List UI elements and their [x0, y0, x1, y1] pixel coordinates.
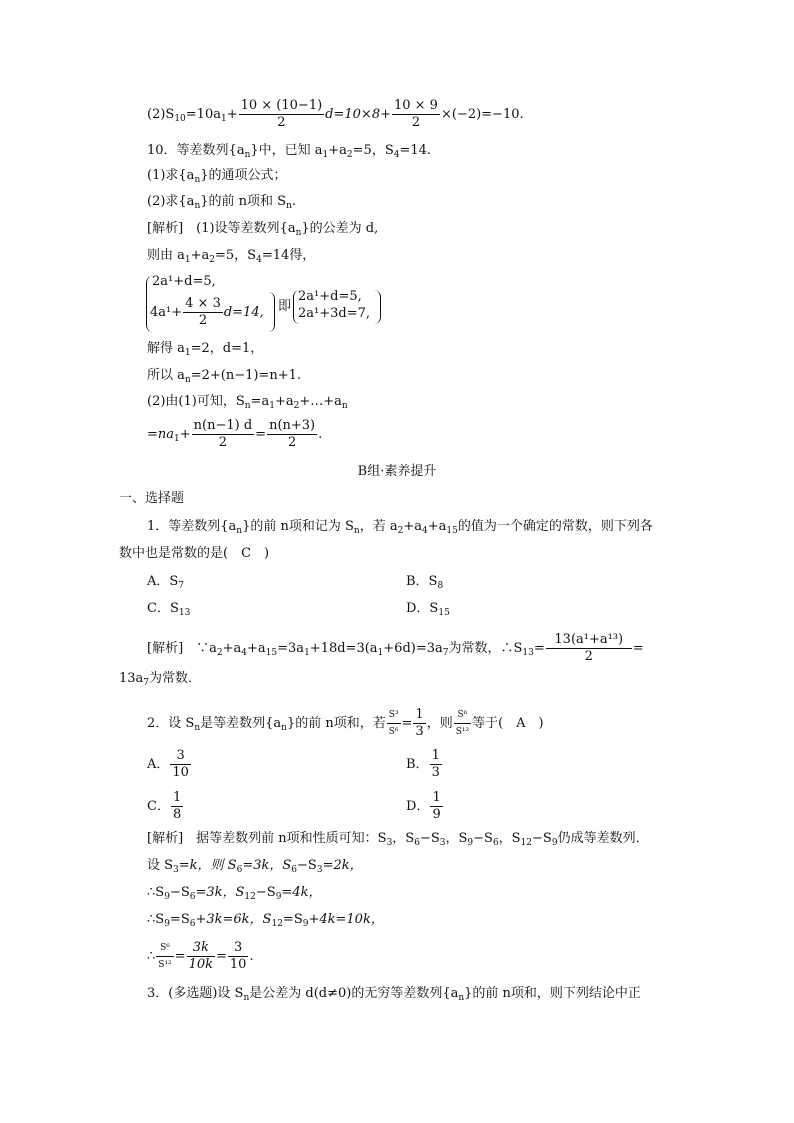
- option-d: D．$S_{15}$: [406, 601, 450, 618]
- system-eq-4: 2a¹+3d=7,: [298, 306, 371, 321]
- question-10-part-2: (2)求$\{a_n\}$的前 n项和 $S_n$.: [147, 194, 296, 211]
- question-1: 1．等差数列$\{a_n\}$的前 n项和记为 $S_n$，若 $a_2+a_4+a_{15}$的值为一个确定的常数，则下列各: [147, 519, 653, 536]
- fraction: $\frac{\text{S⁶}}{\text{S¹²}}$: [156, 940, 173, 973]
- solution-2-line-1: [解析] 据等差数列前 n项和性质可知：$S_3$，$S_6-S_3$，$S_9-S_6$，$S_{12}-S_9$仍成等差数列．: [147, 831, 649, 848]
- fraction: $\frac{1}{3}$: [431, 748, 440, 780]
- option-a-2: A． $\frac{3}{10}$: [147, 748, 189, 780]
- fraction: $\frac{3}{10}$: [172, 748, 189, 780]
- solution-2-line-5: ∴ $\frac{\text{S⁶}}{\text{S¹²}}$ = $\frac{3k}{10k}$ = $\frac{3}{10}$ .: [147, 940, 254, 972]
- fraction: $\frac{n(n+3)}{2}$: [269, 418, 316, 450]
- fraction: $\frac{4 \times 3}{2}$: [185, 296, 221, 328]
- fraction: $\frac{\text{S³}}{\text{S⁶}}$: [387, 707, 401, 740]
- question-10-part-1: (1)求$\{a_n\}$的通项公式；: [147, 168, 287, 185]
- system-ji: 即: [278, 299, 292, 314]
- fraction: $\frac{3}{10}$: [229, 940, 247, 972]
- part2-result: $=na_1+$ $\frac{n(n-1) d}{2}$ = $\frac{n(n+3)}{2}$ .: [147, 418, 323, 450]
- solution-1: [解析] $\because a_2+a_4+a_{15}=3a_1+18d=3(a_1+6d)=3a_7$为常数，$\therefore S_{13}=$ $\frac{\text{13(a¹+a¹³)}}{2}$ =: [147, 632, 644, 664]
- solution-1-cont: $13a_7$为常数．: [119, 671, 202, 688]
- option-b-2: B． $\frac{1}{3}$: [406, 748, 440, 780]
- fraction: $\frac{\text{S⁶}}{\text{S¹²}}$: [454, 707, 471, 740]
- question-1-cont: 数中也是常数的是( C ): [119, 546, 270, 561]
- solution-2-line-4: $\therefore S_9=S_6+3k=6k$，$S_{12}=S_9+4k=10k$，: [147, 912, 384, 929]
- solution-2-line-2: 设 $S_3=k$，则 $S_6=3k$，$S_6-S_3=2k$，: [147, 858, 363, 875]
- system-eq-1: 2a¹+d=5,: [152, 274, 216, 289]
- system-eq-3: 2a¹+d=5,: [298, 289, 362, 304]
- option-b: B．$S_8$: [406, 574, 444, 591]
- fraction: $\frac{10 \times 9}{2}$: [393, 98, 438, 130]
- option-a: A．$S_7$: [147, 574, 185, 591]
- fraction: $\frac{1}{8}$: [172, 790, 182, 822]
- question-2: 2．设 $S_n$是等差数列$\{a_n\}$的前 n项和，若 $\frac{\text{S³}}{\text{S⁶}}$ = $\frac{1}{3}$ ，则 $\frac{\text{S⁶}}{\text{S¹²}}$ 等于( A ): [147, 707, 544, 739]
- system2-brace-right: [374, 290, 381, 324]
- part-heading: 一、选择题: [119, 491, 185, 506]
- solution-line-s10: $(2)S_{10}=10a_1+$ $\frac{10 \times (10-1)}{2}$ d=10×8+ $\frac{10 \times 9}{2}$ ×(−2)=−10.: [147, 98, 524, 130]
- so-line: 所以 $a_n=2+(n-1)=n+1$.: [147, 368, 301, 385]
- section-heading: B组·素养提升: [357, 464, 437, 479]
- solve-line: 解得 $a_1=2$，d=1，: [147, 341, 264, 358]
- option-c: C．$S_{13}$: [147, 601, 191, 618]
- option-d-2: D． $\frac{1}{9}$: [406, 790, 441, 822]
- fraction: $\frac{10 \times (10-1)}{2}$: [240, 98, 323, 130]
- solution-2-line-3: $\therefore S_9-S_6=3k$，$S_{12}-S_9=4k$，: [147, 885, 322, 902]
- solution-10-intro: [解析] (1)设等差数列$\{a_n\}$的公差为 d,: [147, 221, 379, 238]
- system-eq-2: 4a¹+ $\frac{4 \times 3}{2}$ d=14,: [150, 296, 264, 328]
- fraction: $\frac{3k}{10k}$: [188, 940, 213, 972]
- question-3: 3．(多选题)设 $S_n$是公差为 d(d≠0)的无穷等差数列$\{a_n\}$的前 n项和，则下列结论中正: [147, 986, 641, 1003]
- solution-10-then: 则由 $a_1+a_2=5$，$S_4=14$得，: [147, 248, 316, 265]
- option-c-2: C． $\frac{1}{8}$: [147, 790, 182, 822]
- fraction: $\frac{1}{9}$: [432, 790, 441, 822]
- fraction: $\frac{\text{13(a¹+a¹³)}}{2}$: [546, 632, 632, 665]
- system-brace-right: [268, 292, 275, 332]
- part2-line: (2)由(1)可知，$S_n=a_1+a_2+\dots+a_n$: [147, 394, 348, 411]
- question-10: 10．等差数列$\{a_n\}$中，已知 $a_1+a_2=5$，$S_4=14$.: [147, 143, 432, 160]
- fraction: $\frac{1}{3}$: [415, 707, 424, 739]
- fraction: $\frac{n(n-1) d}{2}$: [193, 418, 253, 450]
